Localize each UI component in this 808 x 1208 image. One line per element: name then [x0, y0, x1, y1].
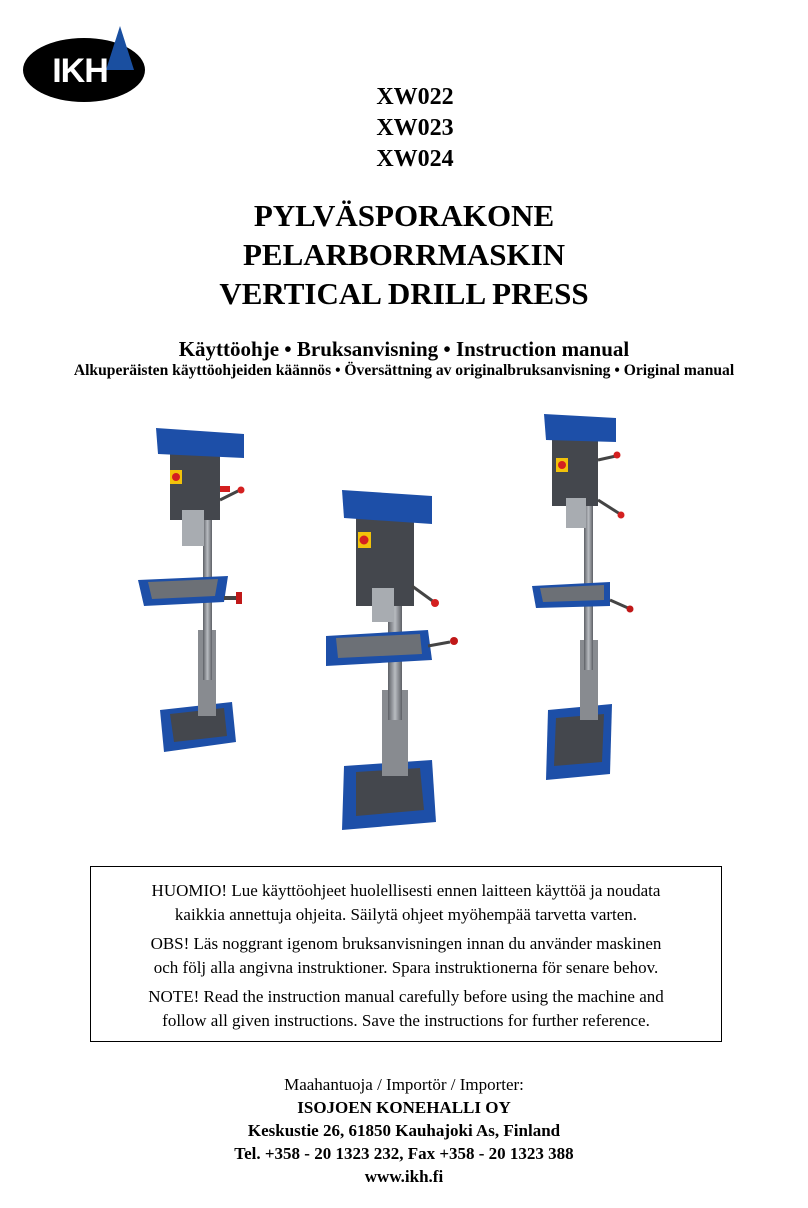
importer-address: Keskustie 26, 61850 Kauhajoki As, Finland	[247, 1121, 561, 1140]
translation-subtitle: Alkuperäisten käyttöohjeiden käännös • Översättning av originalbruksanvisning • Original manual	[73, 362, 735, 379]
drill-press-right	[532, 414, 634, 780]
notice-en	[105, 985, 707, 1033]
manual-type-subtitle: Käyttöohje • Bruksanvisning • Instruction manual	[178, 337, 630, 361]
notice-line: kaikkia annettuja ohjeita. Säilytä ohjeet myöhempää tarvetta varten.	[174, 905, 638, 924]
drill-press-middle	[326, 490, 458, 830]
logo-text: IKH	[52, 52, 108, 90]
ikh-logo	[22, 24, 150, 104]
notice-line: och följ alla angivna instruktioner. Spara instruktionerna för senare behov.	[153, 958, 659, 977]
model-numbers	[340, 82, 490, 175]
notice-line: HUOMIO! Lue käyttöohjeet huolellisesti ennen laitteen käyttöä ja noudata	[151, 881, 661, 900]
notice-sv	[105, 932, 707, 980]
title-en: VERTICAL DRILL PRESS	[219, 276, 589, 311]
notice-line: NOTE! Read the instruction manual carefully before using the machine and	[148, 987, 664, 1006]
importer-info	[0, 1073, 808, 1188]
model-number: XW022	[376, 84, 454, 110]
notice-line: OBS! Läs noggrant igenom bruksanvisningen innan du använder maskinen	[150, 934, 662, 953]
importer-phone: Tel. +358 - 20 1323 232, Fax +358 - 20 1323 388	[234, 1144, 574, 1163]
drill-press-left	[138, 428, 245, 752]
importer-company: ISOJOEN KONEHALLI OY	[297, 1098, 511, 1117]
importer-label: Maahantuoja / Importör / Importer:	[284, 1075, 524, 1094]
product-titles	[0, 196, 808, 313]
drill-press-photo	[120, 410, 640, 850]
notice-fi	[105, 879, 707, 927]
title-fi: PYLVÄSPORAKONE	[253, 198, 555, 233]
notice-line: follow all given instructions. Save the instructions for further reference.	[162, 1011, 650, 1030]
model-number: XW023	[376, 115, 454, 141]
title-sv: PELARBORRMASKIN	[242, 237, 566, 272]
safety-notice-box	[90, 866, 722, 1042]
model-number: XW024	[376, 146, 454, 172]
importer-website[interactable]: www.ikh.fi	[364, 1167, 444, 1186]
